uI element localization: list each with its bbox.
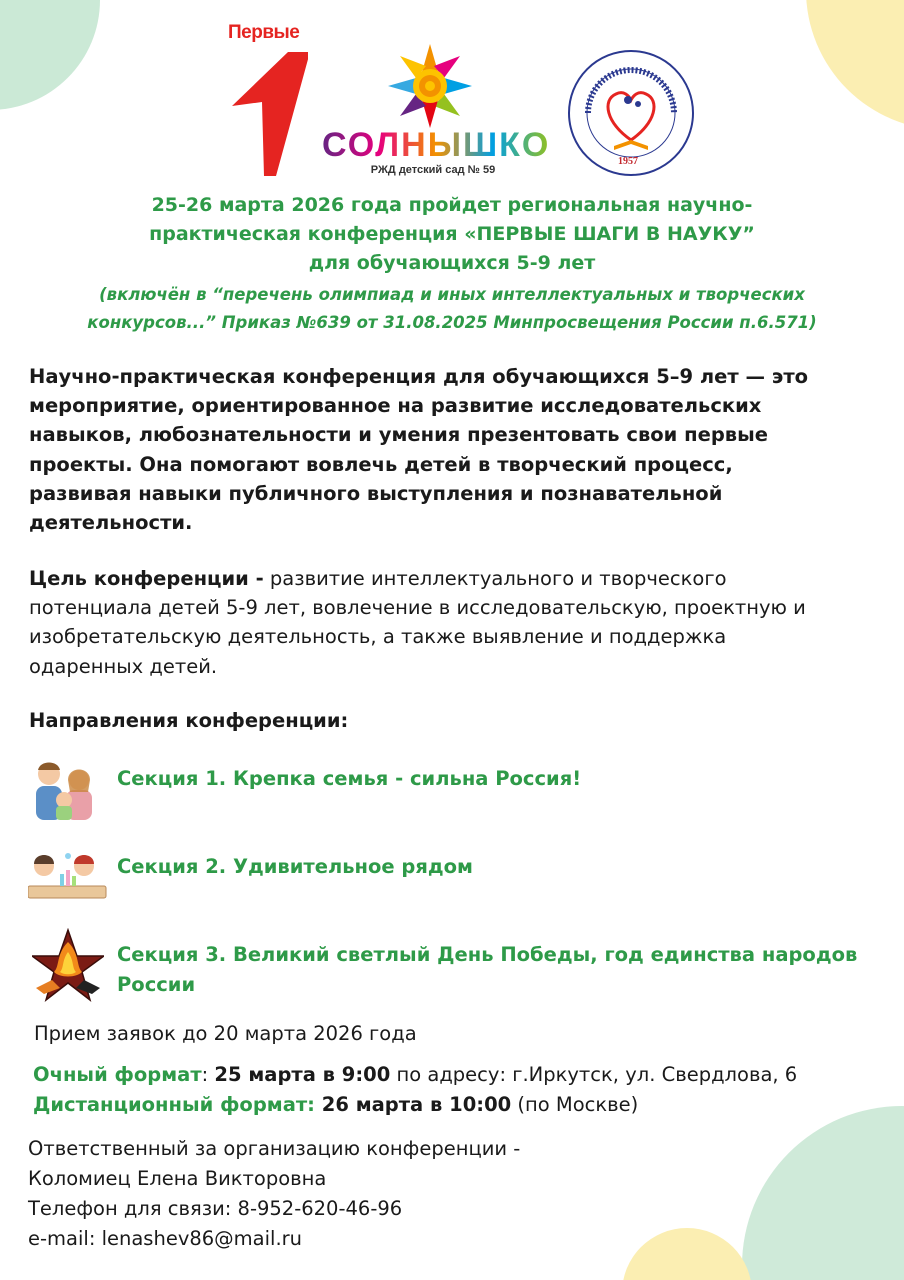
header-line-1: 25-26 марта 2026 года пройдет региональная научно- [151, 194, 753, 216]
goal-text: изобретательскую деятельность, а также выявление и поддержка [29, 625, 727, 649]
goal-text: потенциала детей 5-9 лет, вовлечение в исследовательскую, проектную и [29, 596, 806, 620]
contact-email: e-mail: lenashev86@mail.ru [28, 1227, 303, 1250]
contact-name: Коломиец Елена Викторовна [28, 1167, 327, 1190]
goal-paragraph [29, 564, 859, 681]
goal-label: Цель конференции - [29, 567, 264, 590]
application-deadline: Прием заявок до 20 марта 2026 года [34, 1022, 417, 1045]
section-title: Секция 2. Удивительное рядом [117, 855, 473, 878]
intro-paragraph [29, 362, 859, 537]
decor-blob-bottom-right [742, 1106, 904, 1280]
seal-year: 1957 [618, 156, 638, 167]
offline-format-line [33, 1060, 797, 1089]
header-line-3: для обучающихся 5-9 лет [308, 252, 596, 274]
header-line-5: конкурсов...” Приказ №639 от 31.08.2025 Минпросвещения России п.6.571) [87, 313, 817, 332]
offline-format-date: 25 марта в 9:00 [214, 1063, 391, 1086]
intro-line: Научно-практическая конференция для обучающихся 5–9 лет — это [29, 365, 809, 388]
header-line-2: практическая конференция «ПЕРВЫЕ ШАГИ В НАУКУ” [149, 223, 755, 245]
kids-experiment-icon [28, 848, 108, 902]
decor-blob-top-left [0, 0, 100, 110]
header-line-4: (включён в “перечень олимпиад и иных интеллектуальных и творческих [99, 285, 805, 304]
online-format-note: (по Москве) [511, 1093, 639, 1116]
solnyshko-logo-word: СОЛНЫШКО [322, 126, 551, 164]
offline-format-colon: : [201, 1063, 215, 1086]
online-format-date: 26 марта в 10:00 [314, 1093, 512, 1116]
section-title: Секция 1. Крепка семья - сильна Россия! [117, 767, 582, 790]
decor-blob-bottom-right-small [622, 1228, 752, 1280]
family-icon [28, 756, 98, 822]
intro-line: проекты. Она помогают вовлечь детей в творческий процесс, [29, 452, 733, 476]
section-title: Секция 3. Великий светлый День Победы, год единства народов России [117, 943, 858, 996]
offline-format-address: по адресу: г.Иркутск, ул. Свердлова, 6 [390, 1063, 798, 1086]
contact-responsible: Ответственный за организацию конференции - [28, 1137, 521, 1160]
goal-text: развитие интеллектуального и творческого [263, 567, 727, 590]
section-item [28, 926, 888, 1006]
section-item [28, 848, 888, 904]
online-format-line [33, 1090, 638, 1119]
pervye-logo-word: Первые [228, 22, 300, 43]
solnyshko-logo-caption: РЖД детский сад № 59 [370, 164, 496, 176]
intro-line: навыков, любознательности и умения презентовать свои первые [29, 423, 768, 447]
intro-line: деятельности. [29, 511, 193, 535]
intro-line: развивая навыки публичного выступления и познавательной [29, 481, 723, 505]
offline-format-label: Очный формат [33, 1063, 202, 1086]
victory-star-flame-icon [32, 928, 104, 1002]
sun-icon [322, 42, 544, 128]
goal-text: одаренных детей. [29, 654, 218, 678]
online-format-label: Дистанционный формат: [33, 1093, 315, 1116]
section-item [28, 756, 888, 822]
directions-heading: Направления конференции: [29, 709, 349, 732]
intro-line: мероприятие, ориентированное на развитие исследовательских [29, 394, 762, 418]
contact-phone: Телефон для связи: 8-952-620-46-96 [28, 1197, 403, 1220]
pervye-one-icon [228, 52, 308, 176]
pervye-logo [220, 22, 316, 178]
decor-blob-top-right [806, 0, 904, 130]
university-seal-logo [566, 48, 696, 178]
solnyshko-logo [322, 42, 551, 180]
